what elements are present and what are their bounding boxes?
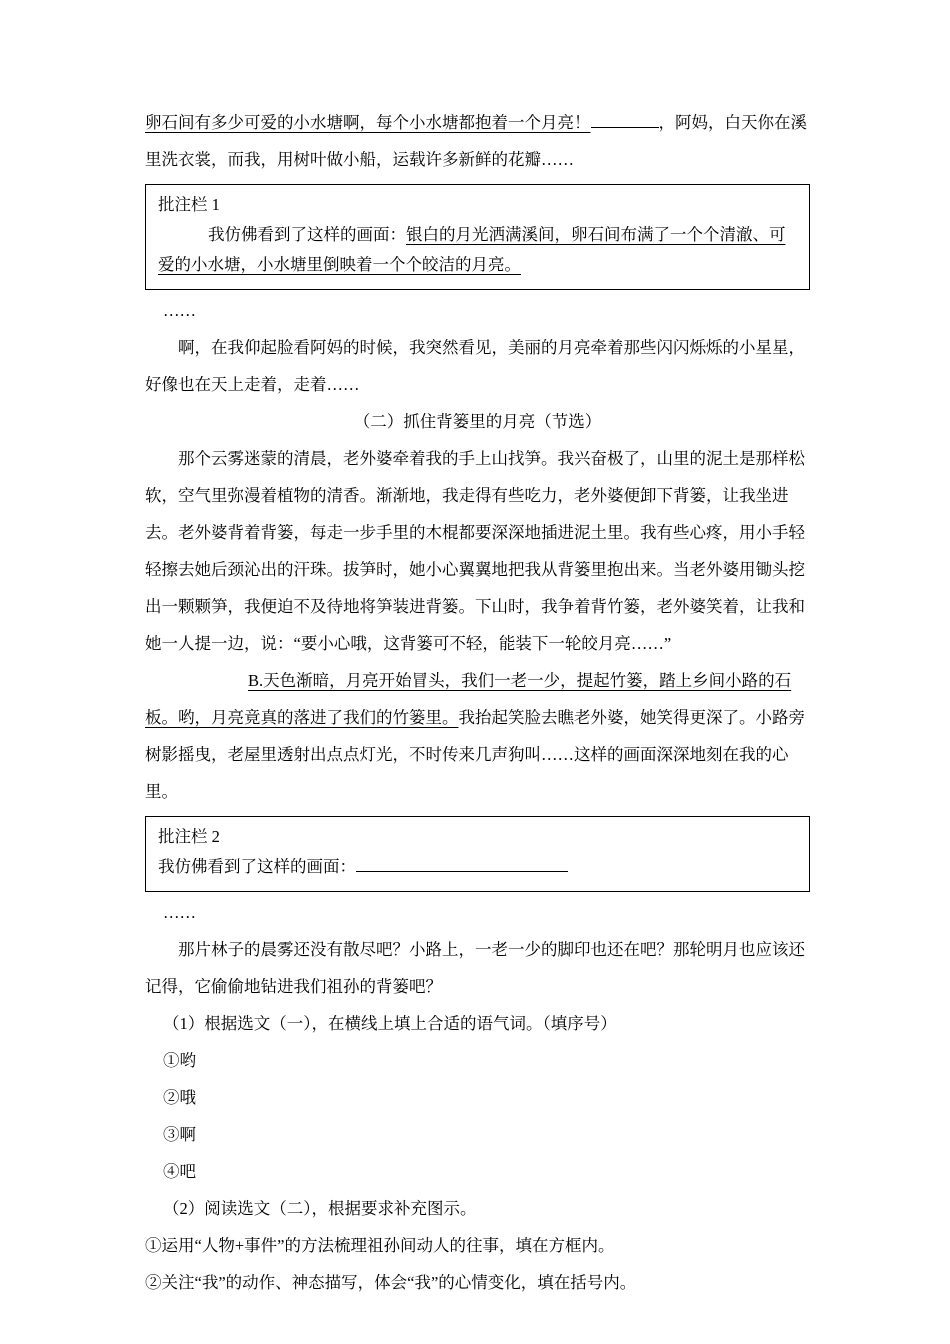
question-1-option-3: ③啊 [163,1125,196,1144]
ellipsis-marker-1: …… [163,301,196,320]
question-2-sub-1: ①运用“人物+事件”的方法梳理祖孙间动人的往事，填在方框内。 [145,1236,615,1255]
annotation-lead: 我仿佛看到了这样的画面： [208,225,406,244]
annotation-box-1-text [158,220,797,280]
question-1-option-1: ①哟 [163,1051,196,1070]
annotation-underlined-answer: 银白的月光洒满溪间，卵石间布满了一个个清澈、可爱的小水塘，小水塘里倒映着一个个皎洁的月亮。 [158,225,786,274]
underlined-sentence: 卵石间有多少可爱的小水塘啊，每个小水塘都抱着一个月亮！ [145,113,591,132]
annotation-box-1 [145,184,810,290]
paragraph-text: 我抬起笑脸去瞧老外婆，她笑得更深了。小路旁树影摇曳，老屋里透射出点点灯光，不时传来几声狗叫……这样的画面深深地刻在我的心里。 [145,708,805,801]
question-1: （1）根据选文（一），在横线上填上合适的语气词。（填序号） [163,1014,617,1033]
annotation-box-2 [145,816,810,892]
fill-in-blank-1 [591,112,659,129]
paragraph-selection-2-body: 那个云雾迷蒙的清晨，老外婆牵着我的手上山找笋。我兴奋极了，山里的泥土是那样松软，空气里弥漫着植物的清香。渐渐地，我走得有些吃力，老外婆便卸下背篓，让我坐进去。老外婆背着背篓，每走一步手里的木棍都要深深地插进泥土里。我有些心疼，用小手轻轻擦去她后颈沁出的汗珠。拔笋时，她小心翼翼地把我从背篓里抱出来。当老外婆用锄头挖出一颗颗笋，我便迫不及待地将笋装进背篓。下山时，我争着背竹篓，老外婆笑着，让我和她一人提一边，说：“要小心哦，这背篓可不轻，能装下一轮皎月亮……” [145,449,805,653]
selection-2-heading: （二）抓住背篓里的月亮（节选） [353,412,602,431]
question-2: （2）阅读选文（二），根据要求补充图示。 [163,1199,477,1218]
annotation-lead: 我仿佛看到了这样的画面： [158,857,356,876]
ellipsis-marker-2: …… [163,903,196,922]
fill-in-blank-2 [356,856,568,873]
question-1-option-2: ②哦 [163,1088,196,1107]
paragraph-selection-2-end: 那片林子的晨雾还没有散尽吧？小路上，一老一少的脚印也还在吧？那轮明月也应该还记得，它偷偷地钻进我们祖孙的背篓吧？ [145,940,805,996]
paragraph-selection-2-b [145,662,810,810]
question-1-option-4: ④吧 [163,1162,196,1181]
annotation-box-2-title: 批注栏 2 [158,827,220,846]
underlined-sentence-b: B.天色渐暗，月亮开始冒头，我们一老一少，提起竹篓，踏上乡间小路的石板。哟，月亮竟真的落进了我们的竹篓里。 [145,671,792,727]
paragraph-continuation [145,104,810,178]
question-2-sub-2: ②关注“我”的动作、神态描写，体会“我”的心情变化，填在括号内。 [145,1273,637,1292]
paragraph-selection-1-end: 啊，在我仰起脸看阿妈的时候，我突然看见，美丽的月亮牵着那些闪闪烁烁的小星星，好像也在天上走着，走着…… [145,338,805,394]
annotation-box-1-title: 批注栏 1 [158,195,220,214]
annotation-box-2-text [158,852,797,882]
paragraph-text: ，阿妈，白天你在溪里洗衣裳，而我，用树叶做小船，运载许多新鲜的花瓣…… [145,113,807,169]
